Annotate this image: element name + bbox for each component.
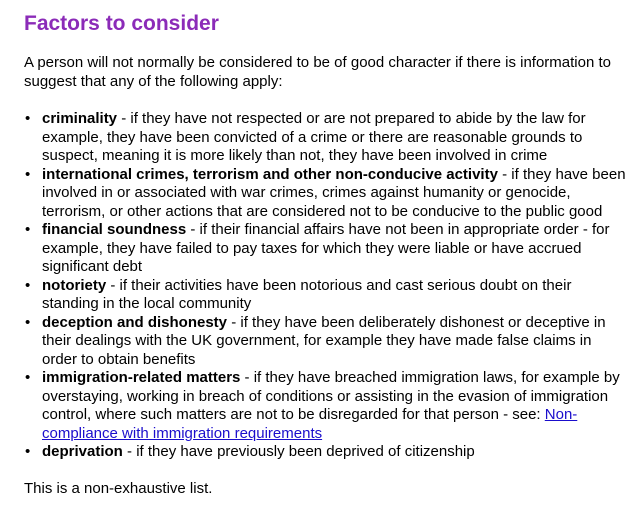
list-item-deception bbox=[24, 314, 629, 370]
factor-description: - if their financial affairs have not been in appropriate order - for example, they have failed to pay taxes for which they were liable or have accrued significant debt bbox=[42, 221, 610, 275]
factor-term: international crimes, terrorism and other non-conducive activity bbox=[42, 165, 498, 183]
factor-description: - if they have been involved in or associated with war crimes, crimes against humanity or genocide, terrorism, or other actions that are considered not to be conducive to the public good bbox=[42, 165, 626, 220]
factor-term: financial soundness bbox=[42, 221, 187, 238]
list-item-international-crimes bbox=[24, 166, 629, 222]
bullet-icon: • bbox=[25, 369, 31, 386]
factor-term: criminality bbox=[42, 110, 118, 127]
bullet-icon: • bbox=[25, 276, 31, 294]
non-compliance-link[interactable]: Non-compliance with immigration requirements bbox=[42, 406, 578, 442]
list-item-notoriety bbox=[24, 277, 629, 314]
list-item-financial-soundness bbox=[24, 221, 629, 277]
section-heading: Factors to consider bbox=[24, 12, 219, 35]
bullet-icon: • bbox=[25, 313, 31, 331]
bullet-icon: • bbox=[25, 443, 31, 460]
factor-term: notoriety bbox=[42, 276, 107, 294]
bullet-icon: • bbox=[25, 165, 31, 183]
factor-description: - if they have breached immigration laws, for example by overstaying, working in breach of conditions or assisting in the evasion of immigration control, where such matters are not to be disregarded for that person - see: bbox=[42, 369, 620, 423]
bullet-icon: • bbox=[25, 221, 31, 238]
factor-description: - if their activities have been notorious and cast serious doubt on their standing in the local community bbox=[42, 276, 572, 312]
factor-term: deprivation bbox=[42, 443, 123, 460]
list-item-immigration-matters bbox=[24, 369, 629, 443]
closing-note: This is a non-exhaustive list. bbox=[24, 479, 213, 497]
factor-description: - if they have been deliberately dishonest or deceptive in their dealings with the UK government, for example they have made false claims in order to obtain benefits bbox=[42, 313, 606, 368]
factor-term: deception and dishonesty bbox=[42, 313, 228, 331]
factor-term: immigration-related matters bbox=[42, 369, 241, 386]
bullet-icon: • bbox=[25, 110, 31, 127]
factor-description: - if they have not respected or are not prepared to abide by the law for example, they have been convicted of a crime or there are reasonable grounds to suspect, meaning it is more likely than not, they have been involved in crime bbox=[42, 110, 586, 164]
list-item-criminality bbox=[24, 110, 629, 166]
intro-paragraph: A person will not normally be considered to be of good character if there is information to suggest that any of the following apply: bbox=[24, 54, 611, 90]
factors-list bbox=[24, 110, 629, 462]
list-item-deprivation bbox=[24, 443, 629, 462]
factor-description: - if they have previously been deprived of citizenship bbox=[122, 443, 475, 460]
